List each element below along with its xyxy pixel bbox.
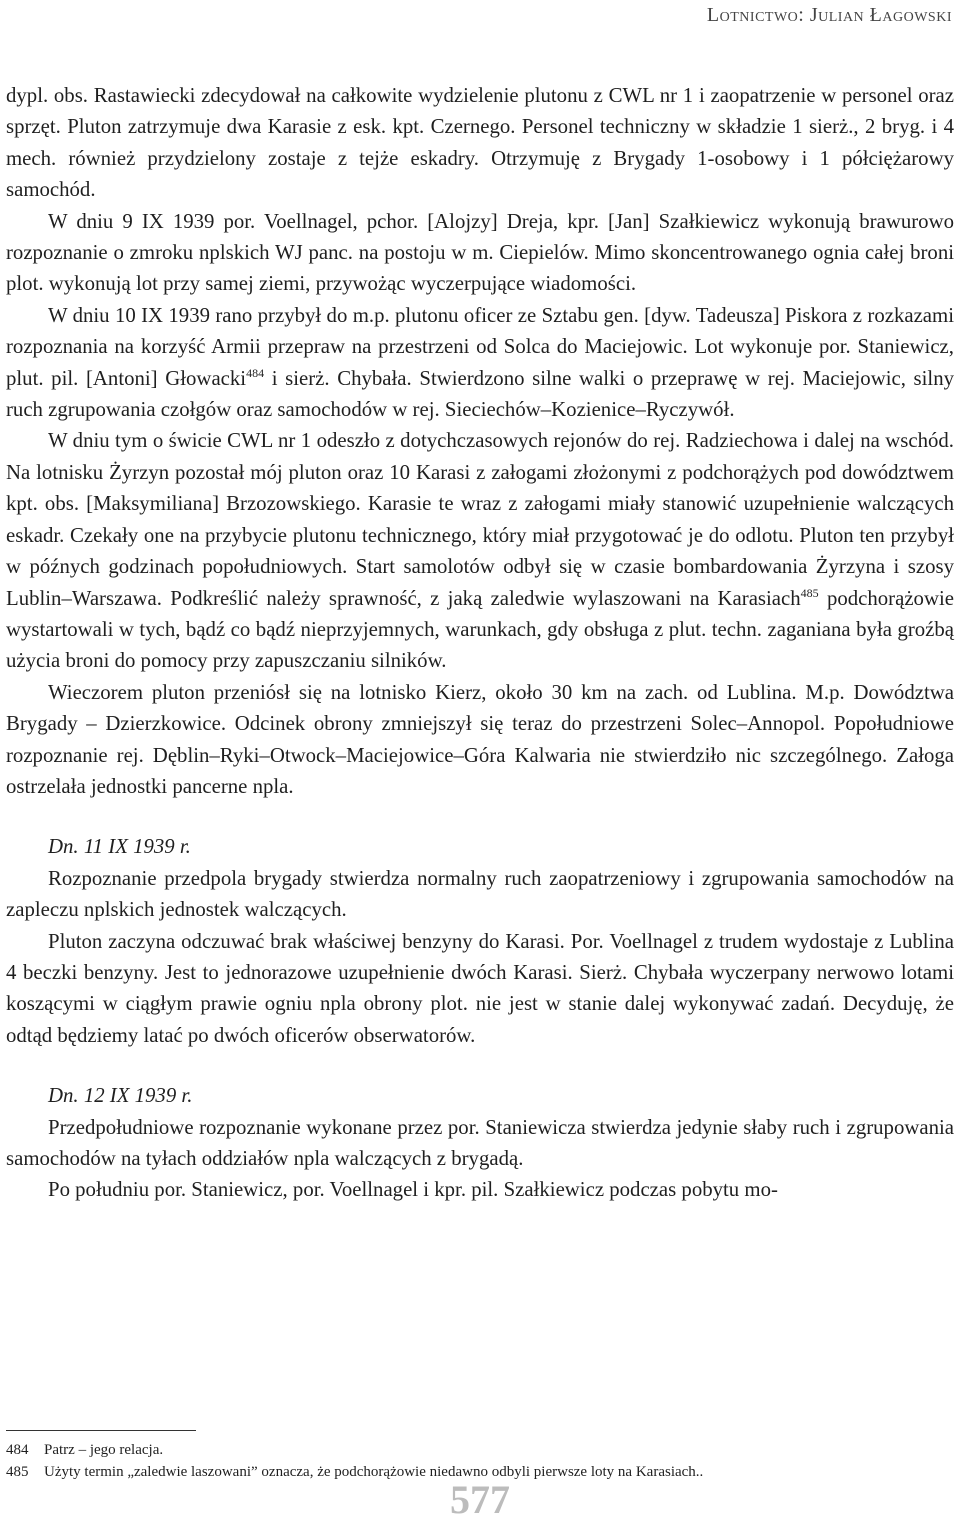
footnote-number: 485 — [6, 1464, 29, 1480]
footnote-ref-484[interactable]: 484 — [246, 365, 265, 380]
footnote-number: 484 — [6, 1442, 29, 1458]
main-text — [6, 80, 954, 1206]
text: podchorążowie wystartowali w tych, bądź co bądź nieprzyjemnych, warunkach, gdy obsługa z plut. techn. zaganiana była groźbą użycia broni do pomocy przy zapuszczaniu silników. — [6, 586, 954, 673]
paragraph: Wieczorem pluton przeniósł się na lotnisko Kierz, około 30 km na zach. od Lublina. M.p. Dowództwa Brygady – Dzierzkowice. Odcinek obrony zmniejszył się teraz do przestrzeni Solec–Annopol. Popołudniowe rozpoznanie rej. Dęblin–Ryki–Otwock–Maciejowice–Góra Kalwaria nie stwierdziło nic szczególnego. Załoga ostrzelała jednostki pancerne npla. — [6, 680, 954, 798]
running-head: Lotnictwo: Julian Łagowski — [706, 4, 952, 26]
paragraph: W dniu 9 IX 1939 por. Voellnagel, pchor. [Alojzy] Dreja, kpr. [Jan] Szałkiewicz wykonują brawurowo rozpoznanie o zmroku nplskich WJ panc. na postoju w m. Ciepielów. Mimo skoncentrowanego ognia całej broni plot. wykonują lot przy samej ziemi, przywożąc wyczerpujące wiadomości. — [6, 209, 954, 296]
paragraph: Po południu por. Staniewicz, por. Voellnagel i kpr. pil. Szałkiewicz podczas pobytu mo- — [48, 1178, 778, 1202]
paragraph-10-ix — [6, 300, 954, 426]
paragraph: dypl. obs. Rastawiecki zdecydował na całkowite wydzielenie plutonu z CWL nr 1 i zaopatrzenie w personel oraz sprzęt. Pluton zatrzymuje dwa Karasie z esk. kpt. Czernego. Personel techniczny w składzie 1 sierż., 2 bryg. i 4 mech. również przydzielony zostaje z tejże eskadry. Otrzymuję z Brygady 1-osobowy i 1 półciężarowy samochód. — [6, 84, 954, 202]
paragraph: Pluton zaczyna odczuwać brak właściwej benzyny do Karasi. Por. Voellnagel z trudem wydostaje z Lublina 4 beczki benzyny. Jest to jednorazowe uzupełnienie dwóch Karasi. Sierż. Chybała wyczerpany nerwowo lotami koszącymi w ciągłym prawie ogniu npla obrony plot. nie jest w stanie dalej wykonywać zadań. Decyduję, że odtąd będziemy latać po dwóch oficerów obserwatorów. — [6, 929, 954, 1047]
text: i sierż. Chybała. Stwierdzono silne walki o przeprawę w rej. Maciejowic, silny ruch zgrupowania czołgów oraz samochodów w rej. Sieciechów–Kozienice–Ryczywół. — [6, 366, 955, 422]
footnote-ref-485[interactable]: 485 — [800, 585, 819, 600]
footnote-text: Użyty termin „zaledwie laszowani” oznacza, że podchorążowie niedawno odbyli pierwsze loty na Karasiach.. — [44, 1464, 704, 1480]
footnote-divider — [6, 1430, 196, 1431]
text: W dniu 10 IX 1939 rano przybył do m.p. plutonu oficer ze Sztabu gen. [dyw. Tadeusza] Piskora z rozkazami rozpoznania na korzyść Armii przepraw na przestrzeni od Solca do Maciejowic. Lot wykonuje por. Staniewicz, plut. pil. [Antoni] Głowacki — [6, 303, 954, 390]
text: W dniu tym o świcie CWL nr 1 odeszło z dotychczasowych rejonów do rej. Radziechowa i dalej na wschód. Na lotnisku Żyrzyn pozostał mój pluton oraz 10 Karasi z załogami złożonymi z podchorążych pod dowództwem kpt. obs. [Maksymiliana] Brzozowskiego. Karasie te wraz z załogami miały stanowić uzupełnienie walczących eskadr. Czekały one na przybycie plutonu technicznego, który miał przygotować je do odlotu. Pluton ten przybył w późnych godzinach popołudniowych. Start samolotów odbył się w czasie bombardowania Żyrzyna i szosy Lublin–Warszawa. Podkreślić należy sprawność, z jaką zaledwie wylaszowani na Karasiach — [6, 429, 954, 610]
paragraph: Rozpoznanie przedpola brygady stwierdza normalny ruch zaopatrzeniowy i zgrupowania samochodów na zapleczu nplskich jednostek walczących. — [6, 866, 954, 922]
paragraph-swit — [6, 425, 954, 676]
paragraph: Przedpołudniowe rozpoznanie wykonane przez por. Staniewicza stwierdza jedynie słaby ruch i zgrupowania samochodów na tyłach oddziałów npla walczących z brygadą. — [6, 1115, 954, 1170]
date-heading-11: Dn. 11 IX 1939 r. — [48, 835, 191, 859]
page-number: 577 — [450, 1477, 510, 1522]
footnote-text: Patrz – jego relacja. — [44, 1442, 164, 1458]
date-heading-12: Dn. 12 IX 1939 r. — [48, 1084, 193, 1108]
footnote-484 — [6, 1439, 954, 1461]
